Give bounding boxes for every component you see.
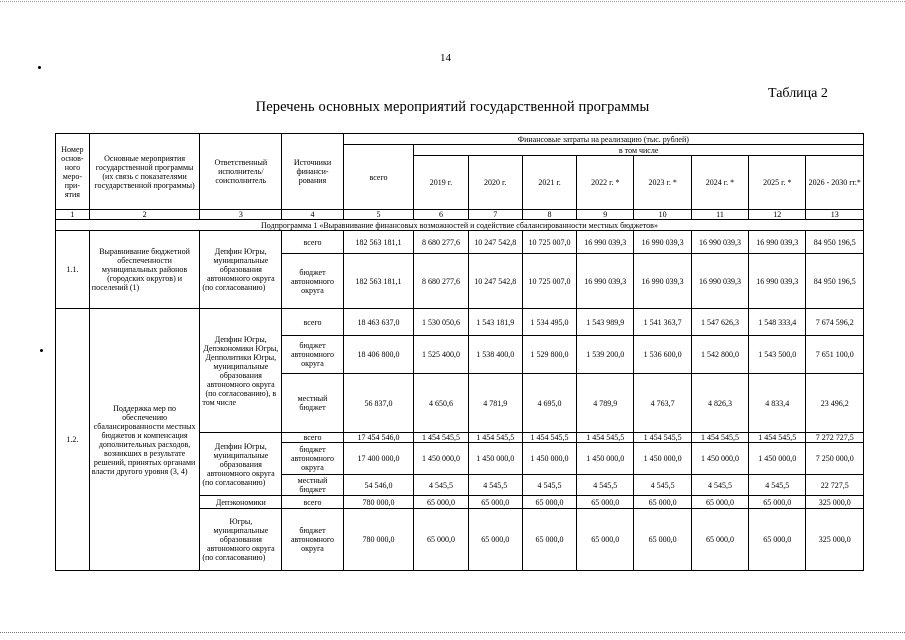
value-cell: 65 000,0 [414,509,468,571]
value-cell: 4 545,5 [468,475,522,496]
value-cell: 65 000,0 [522,496,576,509]
value-cell: 1 450 000,0 [522,443,576,475]
column-index: 4 [282,210,343,220]
funding-source: всего [282,496,343,509]
value-cell: 65 000,0 [577,509,634,571]
value-cell: 65 000,0 [414,496,468,509]
header-total: всего [343,145,414,210]
value-cell: 4 650,6 [414,374,468,433]
header-year: 2019 г. [414,156,468,210]
value-cell: 4 545,5 [634,475,691,496]
value-cell: 65 000,0 [691,509,748,571]
value-cell: 4 826,3 [691,374,748,433]
header-year: 2024 г. * [691,156,748,210]
header-including: в том числе [414,145,864,156]
funding-source: всего [282,433,343,443]
scan-speck [40,349,43,352]
header-year: 2020 г. [468,156,522,210]
value-cell: 1 543 181,9 [468,309,522,336]
value-cell: 1 454 545,5 [691,433,748,443]
value-cell: 8 680 277,6 [414,254,468,309]
funding-source: всего [282,231,343,254]
value-cell: 7 651 100,0 [806,336,864,374]
value-cell: 16 990 039,3 [749,254,806,309]
value-cell: 4 695,0 [522,374,576,433]
subprogram-title: Подпрограмма 1 «Выравнивание финансовых возможностей и содействие сбалансированности местных бюджетов» [56,220,864,231]
executor: Депфин Югры, Депэкономики Югры, Депполитики Югры, муниципальные образования автономного округа (по согласованию), в том числе [200,309,282,433]
value-cell: 1 450 000,0 [577,443,634,475]
value-cell: 7 674 596,2 [806,309,864,336]
value-cell: 65 000,0 [634,509,691,571]
value-cell: 1 454 545,5 [414,433,468,443]
value-cell: 18 406 800,0 [343,336,414,374]
value-cell: 1 541 363,7 [634,309,691,336]
value-cell: 56 837,0 [343,374,414,433]
header-year: 2023 г. * [634,156,691,210]
value-cell: 182 563 181,1 [343,254,414,309]
value-cell: 1 450 000,0 [468,443,522,475]
table-row [56,231,864,254]
funding-source: бюджет автономного округа [282,509,343,571]
value-cell: 325 000,0 [806,509,864,571]
value-cell: 1 543 500,0 [749,336,806,374]
document-title: Перечень основных мероприятий государственной программы [255,99,650,115]
column-index: 12 [749,210,806,220]
value-cell: 1 529 800,0 [522,336,576,374]
value-cell: 780 000,0 [343,509,414,571]
value-cell: 1 548 333,4 [749,309,806,336]
funding-source: всего [282,309,343,336]
column-index: 1 [56,210,90,220]
value-cell: 1 450 000,0 [691,443,748,475]
value-cell: 1 543 989,9 [577,309,634,336]
funding-source: бюджет автономного округа [282,443,343,475]
value-cell: 1 539 200,0 [577,336,634,374]
value-cell: 1 450 000,0 [634,443,691,475]
value-cell: 65 000,0 [749,496,806,509]
value-cell: 84 950 196,5 [806,254,864,309]
value-cell: 4 545,5 [749,475,806,496]
header-year: 2026 - 2030 гг.* [806,156,864,210]
column-index: 3 [200,210,282,220]
value-cell: 7 272 727,5 [806,433,864,443]
value-cell: 1 530 050,6 [414,309,468,336]
column-index: 5 [343,210,414,220]
value-cell: 4 789,9 [577,374,634,433]
value-cell: 1 454 545,5 [634,433,691,443]
value-cell: 1 454 545,5 [468,433,522,443]
funding-source: местный бюджет [282,374,343,433]
value-cell: 22 727,5 [806,475,864,496]
activity-name: Поддержка мер по обеспечению сбалансированности местных бюджетов и компенсация дополнительных расходов, возникших в результате решений, принятых органами власти другого уровня (3, 4) [89,309,200,571]
value-cell: 18 463 637,0 [343,309,414,336]
value-cell: 65 000,0 [468,509,522,571]
activity-number: 1.1. [56,231,90,309]
value-cell: 16 990 039,3 [749,231,806,254]
value-cell: 1 538 400,0 [468,336,522,374]
value-cell: 10 725 007,0 [522,254,576,309]
value-cell: 1 534 495,0 [522,309,576,336]
value-cell: 4 781,9 [468,374,522,433]
executor: Депфин Югры, муниципальные образования автономного округа (по согласованию) [200,433,282,496]
column-index: 7 [468,210,522,220]
executor: Югры, муниципальные образования автономного округа (по согласованию) [200,509,282,571]
funding-source: местный бюджет [282,475,343,496]
table-label: Таблица 2 [768,86,828,101]
value-cell: 10 247 542,8 [468,254,522,309]
header-sources: Источники финанси-рования [282,134,343,210]
value-cell: 4 763,7 [634,374,691,433]
value-cell: 4 545,5 [691,475,748,496]
value-cell: 16 990 039,3 [691,254,748,309]
executor: Депфин Югры, муниципальные образования автономного округа (по согласованию) [200,231,282,309]
activity-name: Выравнивание бюджетной обеспеченности муниципальных районов (городских округов) и поселений (1) [89,231,200,309]
value-cell: 65 000,0 [577,496,634,509]
header-row-1 [56,134,864,145]
value-cell: 65 000,0 [749,509,806,571]
header-finance-group: Финансовые затраты на реализацию (тыс. рублей) [343,134,863,145]
funding-source: бюджет автономного округа [282,336,343,374]
value-cell: 84 950 196,5 [806,231,864,254]
header-year: 2025 г. * [749,156,806,210]
value-cell: 780 000,0 [343,496,414,509]
value-cell: 4 545,5 [577,475,634,496]
value-cell: 16 990 039,3 [634,254,691,309]
header-number: Номер основ-ного меро-при-ятия [56,134,90,210]
column-index: 6 [414,210,468,220]
value-cell: 17 454 546,0 [343,433,414,443]
scan-edge-bottom [0,632,905,633]
header-activities: Основные мероприятия государственной программы (их связь с показателями государственной программы) [89,134,200,210]
column-index: 11 [691,210,748,220]
value-cell: 23 496,2 [806,374,864,433]
executor: Депэкономики [200,496,282,509]
value-cell: 1 450 000,0 [414,443,468,475]
funding-source: бюджет автономного округа [282,254,343,309]
value-cell: 10 247 542,8 [468,231,522,254]
value-cell: 65 000,0 [468,496,522,509]
table-row [56,309,864,336]
value-cell: 65 000,0 [522,509,576,571]
header-year: 2021 г. [522,156,576,210]
value-cell: 17 400 000,0 [343,443,414,475]
column-index: 9 [577,210,634,220]
column-index: 10 [634,210,691,220]
value-cell: 4 833,4 [749,374,806,433]
value-cell: 325 000,0 [806,496,864,509]
value-cell: 65 000,0 [634,496,691,509]
value-cell: 1 450 000,0 [749,443,806,475]
header-executor: Ответственный исполнитель/ соисполнитель [200,134,282,210]
subprogram-row [56,220,864,231]
scan-edge-top [0,1,905,2]
page-number: 14 [440,52,451,64]
value-cell: 16 990 039,3 [577,231,634,254]
value-cell: 1 454 545,5 [749,433,806,443]
value-cell: 1 454 545,5 [577,433,634,443]
value-cell: 8 680 277,6 [414,231,468,254]
value-cell: 4 545,5 [414,475,468,496]
scan-speck [38,66,41,69]
value-cell: 10 725 007,0 [522,231,576,254]
activity-number: 1.2. [56,309,90,571]
value-cell: 1 547 626,3 [691,309,748,336]
header-year: 2022 г. * [577,156,634,210]
column-index: 8 [522,210,576,220]
value-cell: 1 454 545,5 [522,433,576,443]
value-cell: 182 563 181,1 [343,231,414,254]
value-cell: 1 542 800,0 [691,336,748,374]
activities-table [55,133,864,571]
value-cell: 65 000,0 [691,496,748,509]
column-index: 2 [89,210,200,220]
value-cell: 16 990 039,3 [634,231,691,254]
value-cell: 1 536 600,0 [634,336,691,374]
value-cell: 16 990 039,3 [577,254,634,309]
value-cell: 7 250 000,0 [806,443,864,475]
value-cell: 54 546,0 [343,475,414,496]
value-cell: 16 990 039,3 [691,231,748,254]
value-cell: 4 545,5 [522,475,576,496]
column-index-row [56,210,864,220]
column-index: 13 [806,210,864,220]
value-cell: 1 525 400,0 [414,336,468,374]
